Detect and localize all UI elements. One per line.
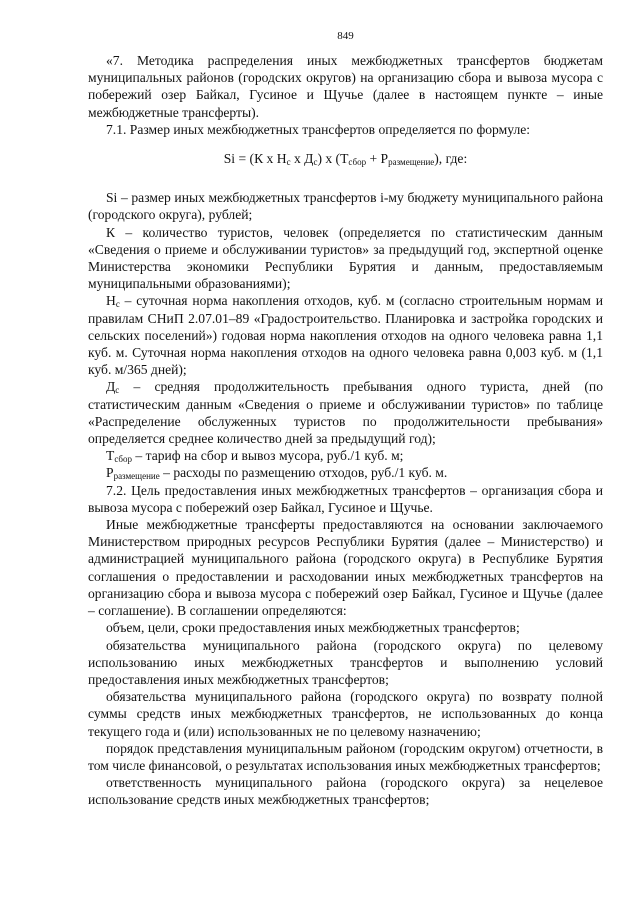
paragraph-agreement: Иные межбюджетные трансферты предоставляются на основании заключаемого Министерством природных ресурсов Республики Бурятия (далее – Министерство) и администрацией муниципального района (городского округа) в Республике Бурятия соглашения о предоставлении и расходовании иных межбюджетных трансфертов на организацию сбора и вывоза мусора с побережий озер Байкал, Гусиное и Щучье (далее – соглашение). В соглашении определяются: [88, 517, 603, 619]
list-item: порядок представления муниципальным районом (городским округом) отчетности, в том числе финансовой, о результатах использования иных межбюджетных трансфертов; [88, 740, 603, 773]
definition-text: – тариф на сбор и вывоз мусора, руб./1 куб. м; [132, 448, 404, 464]
symbol-subscript: сбор [114, 454, 132, 465]
formula-subscript: сбор [348, 157, 367, 168]
formula-part: Si = (К х Н [223, 151, 287, 167]
formula-subscript: с [286, 157, 291, 168]
paragraph-goal: 7.2. Цель предоставления иных межбюджетных трансфертов – организация сбора и вывоза мусора с побережий озер Байкал, Гусиное и Щучье. [88, 482, 603, 515]
symbol-subscript: размещение [113, 471, 160, 482]
definition-nc [88, 292, 603, 378]
definition-dc [88, 378, 603, 447]
paragraph-formula-intro: 7.1. Размер иных межбюджетных трансфертов определяется по формуле: [106, 121, 531, 137]
list-item: обязательства муниципального района (городского округа) по возврату полной суммы средств иных межбюджетных трансфертов, не использованных до конца текущего года и (или) использованных не по целевому назначению; [88, 689, 603, 739]
definition-si: Si – размер иных межбюджетных трансфертов i-му бюджету муниципального района (городского округа), рублей; [88, 190, 603, 223]
symbol-subscript: с [115, 299, 120, 310]
formula-part: + Р [366, 151, 389, 167]
symbol: Н [106, 293, 116, 309]
paragraph-methodology-title: «7. Методика распределения иных межбюджетных трансфертов бюджетам муниципальных районов (городских округов) на организацию сбора и вывоза мусора с побережий озер Байкал, Гусиное и Щучье (далее в настоящем пункте – иные межбюджетные трансферты). [88, 53, 603, 120]
list-item: объем, цели, сроки предоставления иных межбюджетных трансфертов; [106, 620, 520, 636]
definition-k: К – количество туристов, человек (определяется по статистическим данным «Сведения о приеме и обслуживании туристов» за предыдущий год, экспертной оценке Министерства экономики Республики Бурятия и данным, предоставляемым муниципальными образованиями); [88, 224, 603, 292]
list-item: ответственность муниципального района (городского округа) за нецелевое использование средств иных межбюджетных трансфертов; [88, 775, 603, 808]
definition-t [88, 447, 603, 464]
formula-subscript: с [313, 157, 318, 168]
formula-part: х Д [290, 151, 314, 167]
definition-text: – средняя продолжительность пребывания одного туриста, дней (по статистическим данным «Сведения о приеме и обслуживании туристов» по таблице «Распределение обслуженных туристов по продолжительности пребывания» определяется среднее количество дней за предыдущий год); [88, 379, 603, 447]
symbol-subscript: с [115, 385, 120, 396]
list-item: обязательства муниципального района (городского округа) по целевому использованию иных межбюджетных трансфертов и выполнению условий предоставления иных межбюджетных трансфертов; [88, 637, 603, 687]
symbol: Т [106, 448, 115, 464]
formula-subscript: размещение [388, 157, 435, 168]
formula [88, 150, 603, 167]
document-body [88, 52, 603, 809]
page-number: 849 [337, 30, 354, 42]
formula-part: ) х (Т [317, 151, 349, 167]
symbol: Д [106, 379, 116, 395]
definition-text: – расходы по размещению отходов, руб./1 куб. м. [159, 465, 448, 481]
formula-part: ), где: [434, 151, 468, 167]
symbol: Р [106, 465, 114, 481]
definition-p [88, 464, 603, 481]
definition-text: – суточная норма накопления отходов, куб. м (согласно строительным нормам и правилам СНиП 2.07.01–89 «Градостроительство. Планировка и застройка городских и сельских поселений») годовая норма накопления отходов на одного человека равна 1,1 куб. м. Суточная норма накопления отходов на одного человека равна 0,003 куб. м (1,1 куб. м/365 дней); [88, 293, 603, 378]
